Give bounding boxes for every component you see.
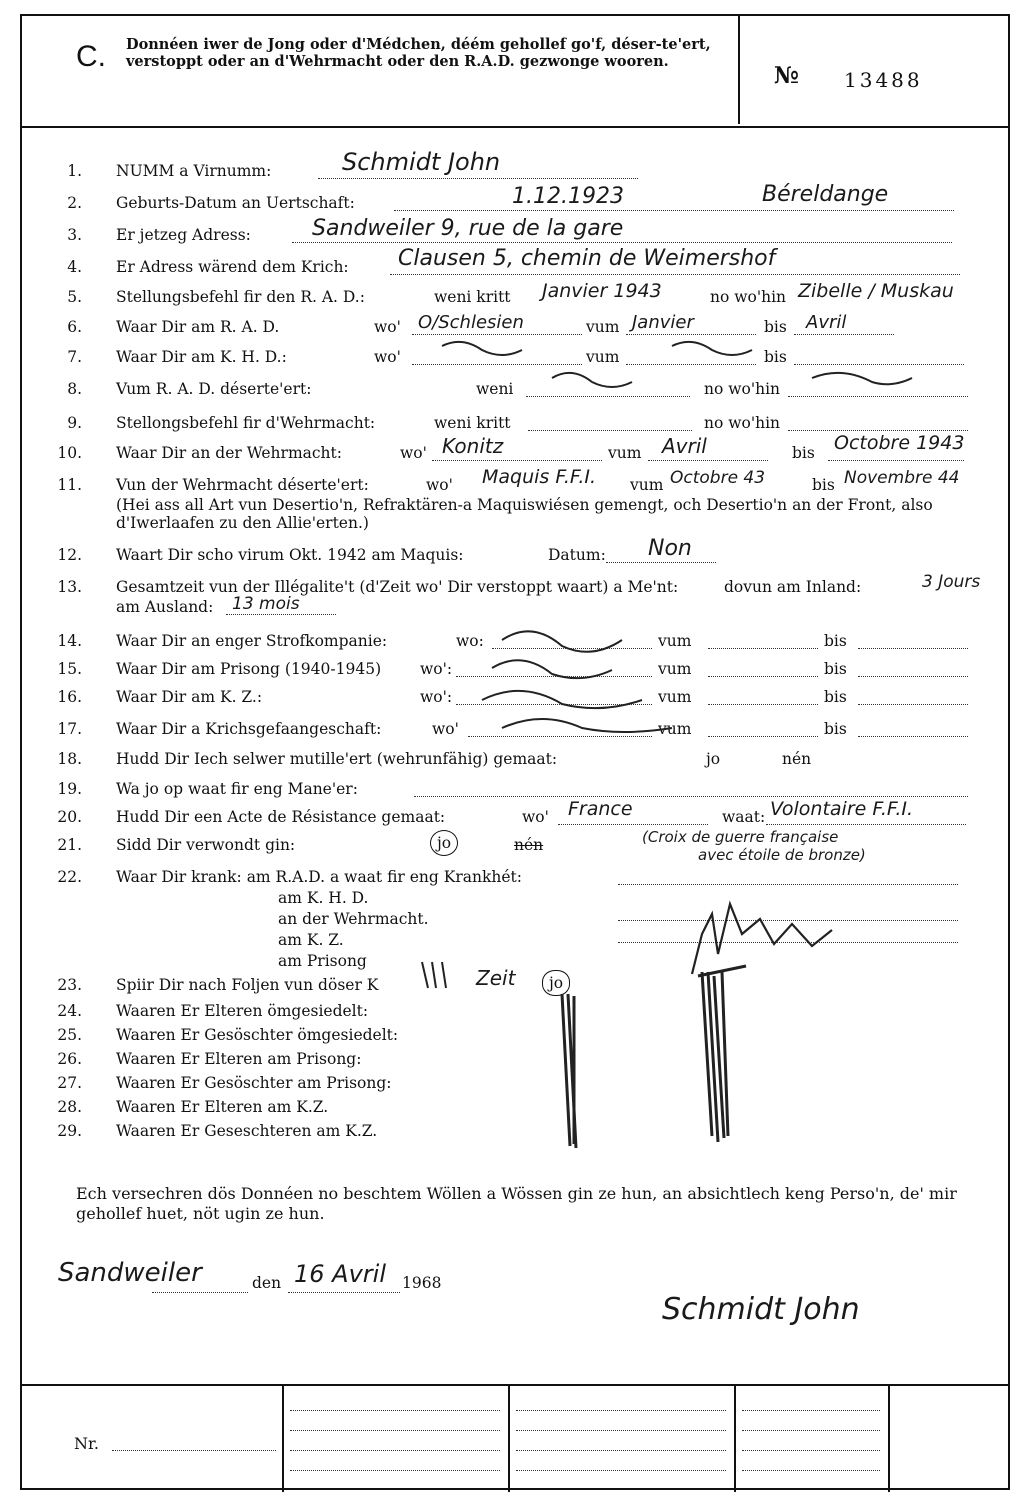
row-number: 29. [57, 1122, 82, 1140]
row-number: 25. [57, 1026, 82, 1044]
row-number: 12. [57, 546, 82, 564]
row-label: Vun der Wehrmacht déserte'ert: [116, 476, 369, 494]
den-label: den [252, 1274, 282, 1292]
row-label: Gesamtzeit vun der Illégalite't (d'Zeit wo' Dir verstoppt waart) a Me'nt: [116, 578, 679, 596]
field-label: vum [658, 660, 692, 678]
year-label: 1968 [402, 1274, 442, 1292]
field-label: wo' [432, 720, 459, 738]
fill-line [742, 1470, 880, 1471]
struck-no: nén [514, 836, 544, 854]
section-letter: C. [76, 40, 106, 73]
row-label: NUMM a Virnumm: [116, 162, 272, 180]
handwritten-from: Octobre 43 [670, 468, 766, 488]
handwritten-to: Avril [806, 312, 847, 333]
field-label: bis [764, 348, 787, 366]
row-label: Vum R. A. D. déserte'ert: [116, 380, 312, 398]
handwritten-date: Janvier 1943 [542, 280, 662, 302]
circled-yes: jo [542, 970, 570, 996]
field-label: vum [586, 318, 620, 336]
handwritten-place: France [568, 798, 633, 820]
row-label: Waar Dir am K. Z.: [116, 688, 263, 706]
field-label: no wo'hin [704, 380, 781, 398]
row-number: 28. [57, 1098, 82, 1116]
row-number: 27. [57, 1074, 82, 1092]
footer-divider [734, 1386, 736, 1492]
handwritten-place: Zibelle / Muskau [798, 280, 954, 302]
field-label: wo: [456, 632, 484, 650]
field-label: wo': [420, 660, 453, 678]
row-number: 3. [67, 226, 82, 244]
footer-divider [282, 1386, 284, 1492]
row-11-note: (Hei ass all Art vun Desertio'n, Refraktären-a Maquiswiésen gemengt, och Desertio'n an der Front, also d'Iwerlaafen zu den Allie'erten.) [116, 496, 933, 532]
field-label: am Ausland: [116, 598, 214, 616]
row-label: Waar Dir a Krichsgefaangeschaft: [116, 720, 382, 738]
row-label: Hudd Dir Iech selwer mutille'ert (wehrunfähig) gemaat: [116, 750, 558, 768]
field-label: weni [476, 380, 514, 398]
row-label: Stellungsbefehl fir den R. A. D.: [116, 288, 365, 306]
field-label: bis [764, 318, 787, 336]
row-label: Hudd Dir een Acte de Résistance gemaat: [116, 808, 446, 826]
field-label: bis [824, 660, 847, 678]
row-label: Waaren Er Elteren ömgesiedelt: [116, 1002, 369, 1020]
handwritten-date: Non [648, 536, 692, 561]
footer-divider [888, 1386, 890, 1492]
sub-item: am K. Z. [278, 931, 344, 949]
field-label: vum [630, 476, 664, 494]
row-label: Geburts-Datum an Uertschaft: [116, 194, 355, 212]
row-number: 6. [67, 318, 82, 336]
row-label: Waaren Er Geseschteren am K.Z. [116, 1122, 378, 1140]
row-number: 16. [57, 688, 82, 706]
handwritten-what: Volontaire F.F.I. [770, 798, 914, 820]
field-label: no wo'hin [704, 414, 781, 432]
row-number: 22. [57, 868, 82, 886]
footer-divider [508, 1386, 510, 1492]
field-label: waat: [722, 808, 766, 826]
field-label: vum [658, 632, 692, 650]
row-number: 8. [67, 380, 82, 398]
form-title: Donnéen iwer de Jong oder d'Médchen, déém gehollef go'f, déser-te'ert, verstoppt oder an d'Wehrmacht oder den R.A.D. gezwonge wooren. [126, 36, 711, 70]
sub-item: an der Wehrmacht. [278, 910, 429, 928]
row-label: Waaren Er Elteren am K.Z. [116, 1098, 329, 1116]
row-label: Waaren Er Gesöschter am Prisong: [116, 1074, 392, 1092]
handwritten-place: Konitz [442, 434, 504, 458]
handwritten-from: Avril [662, 434, 707, 458]
field-label: vum [658, 720, 692, 738]
fill-line [112, 1450, 276, 1451]
row-number: 7. [67, 348, 82, 366]
signature: Schmidt John [662, 1292, 860, 1327]
field-label: wo': [420, 688, 453, 706]
handwritten-decoration-2: avec étoile de bronze) [698, 846, 866, 864]
row-label: Er jetzeg Adress: [116, 226, 251, 244]
handwritten-place: O/Schlesien [418, 312, 524, 333]
handwritten-name: Schmidt John [342, 148, 501, 176]
field-label: vum [658, 688, 692, 706]
nr-label: Nr. [74, 1434, 99, 1453]
row-number: 23. [57, 976, 82, 994]
fill-line [516, 1470, 726, 1471]
handwritten-date: 16 Avril [294, 1260, 386, 1288]
fill-line [516, 1450, 726, 1451]
fill-line [288, 1292, 400, 1293]
row-label: Waar Dir am R. A. D. [116, 318, 280, 336]
footer-table [22, 1384, 1008, 1492]
row-label: Er Adress wärend dem Krich: [116, 258, 349, 276]
field-label: nén [782, 750, 812, 768]
row-label: Waar Dir an enger Strofkompanie: [116, 632, 388, 650]
fill-line [516, 1410, 726, 1411]
handwritten-from: Janvier [632, 312, 694, 333]
field-label: no wo'hin [710, 288, 787, 306]
field-label: bis [824, 632, 847, 650]
row-number: 15. [57, 660, 82, 678]
fill-line [290, 1470, 500, 1471]
row-label: Waar Dir am K. H. D.: [116, 348, 287, 366]
field-label: wo' [400, 444, 427, 462]
fill-line [742, 1450, 880, 1451]
handwritten-decoration: (Croix de guerre française [642, 828, 839, 846]
row-label: Waar Dir krank: am R.A.D. a waat fir eng Krankhét: [116, 868, 522, 886]
handwritten-abroad: 13 mois [232, 594, 300, 614]
row-number: 20. [57, 808, 82, 826]
field-label: weni kritt [434, 288, 511, 306]
row-number: 1. [67, 162, 82, 180]
field-label: bis [792, 444, 815, 462]
fill-line [290, 1410, 500, 1411]
handwritten-birthdate: 1.12.1923 [512, 184, 624, 209]
row-number: 18. [57, 750, 82, 768]
handwritten-birthplace: Béreldange [762, 182, 889, 207]
row-number: 13. [57, 578, 82, 596]
fill-line [290, 1430, 500, 1431]
field-label: wo' [426, 476, 453, 494]
handwritten-time: Zeit [476, 966, 516, 990]
row-label: Sidd Dir verwondt gin: [116, 836, 296, 854]
row-number: 11. [57, 476, 82, 494]
row-number: 19. [57, 780, 82, 798]
row-label: Waart Dir scho virum Okt. 1942 am Maquis: [116, 546, 464, 564]
row-label: Waar Dir an der Wehrmacht: [116, 444, 342, 462]
handwritten-to: Octobre 1943 [834, 432, 965, 454]
handwritten-inland: 3 Jours [922, 572, 981, 592]
field-label: vum [586, 348, 620, 366]
handwritten-war-address: Clausen 5, chemin de Weimershof [398, 246, 776, 271]
fill-line [152, 1292, 248, 1293]
handwritten-place: Maquis F.F.I. [482, 466, 597, 488]
sub-item: am K. H. D. [278, 889, 369, 907]
form-frame [20, 14, 1010, 1490]
row-number: 5. [67, 288, 82, 306]
fill-line [742, 1410, 880, 1411]
field-label: wo' [374, 318, 401, 336]
fill-line [516, 1430, 726, 1431]
declaration-text: Ech versechren dös Donnéen no beschtem Wöllen a Wössen gin ze hun, an absichtlech keng Perso'n, de' mir gehollef huet, nöt ugin ze hun. [76, 1184, 957, 1223]
field-label: dovun am Inland: [724, 578, 862, 596]
fill-line [742, 1430, 880, 1431]
row-number: 4. [67, 258, 82, 276]
sub-item: am Prisong [278, 952, 367, 970]
field-label: vum [608, 444, 642, 462]
row-number: 14. [57, 632, 82, 650]
field-label: bis [824, 720, 847, 738]
row-number: 24. [57, 1002, 82, 1020]
handwritten-address: Sandweiler 9, rue de la gare [312, 216, 624, 241]
row-label: Wa jo op waat fir eng Mane'er: [116, 780, 358, 798]
field-label: jo [706, 750, 721, 768]
circled-yes: jo [430, 830, 458, 856]
row-label: Spiir Dir nach Foljen vun döser K [116, 976, 379, 994]
row-number: 21. [57, 836, 82, 854]
form-number: 13488 [844, 68, 923, 92]
row-number: 17. [57, 720, 82, 738]
handwritten-place: Sandweiler [58, 1258, 202, 1288]
field-label: Datum: [548, 546, 606, 564]
row-number: 10. [57, 444, 82, 462]
field-label: wo' [374, 348, 401, 366]
row-number: 9. [67, 414, 82, 432]
row-label: Waar Dir am Prisong (1940-1945) [116, 660, 382, 678]
field-label: weni kritt [434, 414, 511, 432]
row-number: 26. [57, 1050, 82, 1068]
field-label: bis [824, 688, 847, 706]
fill-line [290, 1450, 500, 1451]
field-label: wo' [522, 808, 549, 826]
field-label: bis [812, 476, 835, 494]
row-label: Waaren Er Elteren am Prisong: [116, 1050, 362, 1068]
handwritten-to: Novembre 44 [844, 468, 960, 488]
row-number: 2. [67, 194, 82, 212]
number-label: № [774, 62, 799, 89]
row-label: Stellongsbefehl fir d'Wehrmacht: [116, 414, 376, 432]
row-label: Waaren Er Gesöschter ömgesiedelt: [116, 1026, 399, 1044]
